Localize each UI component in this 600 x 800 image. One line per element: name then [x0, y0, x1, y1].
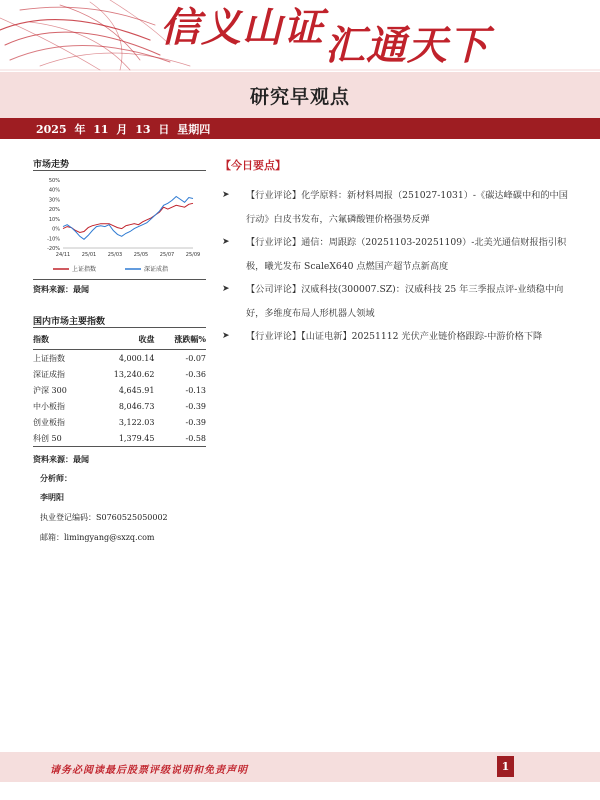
- chart-source: 资料来源：最闻: [33, 284, 89, 294]
- footer: [0, 752, 600, 782]
- x-tick-label: 25/03: [107, 252, 123, 258]
- page-number: 1: [497, 756, 514, 777]
- table-row: [33, 414, 206, 430]
- analyst-registration: 执业登记编码：S0760525050002: [40, 513, 168, 522]
- title-band: [0, 72, 600, 118]
- item-tag: 【公司评论】: [246, 284, 302, 295]
- disclaimer-text: 请务必阅读最后股票评级说明和免责声明: [50, 765, 248, 776]
- market-trend-title: 市场走势: [33, 160, 70, 170]
- arrow-bullet-icon: ➤: [222, 237, 230, 247]
- list-item[interactable]: [222, 278, 570, 325]
- analyst-email[interactable]: 邮箱：limingyang@sxzq.com: [40, 533, 155, 542]
- x-tick-label: 24/11: [55, 252, 71, 258]
- y-tick-label: -20%: [47, 246, 60, 252]
- legend-label: 深证成指: [144, 266, 169, 273]
- analyst-label: 分析师：: [40, 473, 72, 483]
- column-header: 收盘: [138, 333, 155, 344]
- index-change: -0.13: [185, 385, 206, 395]
- header-banner: [0, 0, 600, 72]
- x-tick-label: 25/05: [133, 252, 149, 258]
- market-index-table: [33, 333, 206, 447]
- series-line-1: [63, 203, 193, 232]
- highlights-title: 【今日要点】: [220, 159, 286, 172]
- index-close: 4,000.14: [118, 353, 155, 363]
- x-tick-label: 25/01: [81, 252, 97, 258]
- list-item[interactable]: [222, 325, 570, 349]
- index-name: 科创 50: [33, 433, 62, 443]
- slogan-part1: 信义山证: [160, 4, 324, 51]
- item-tag: 【行业评论】: [246, 190, 302, 201]
- index-change: -0.07: [185, 353, 206, 363]
- arrow-bullet-icon: ➤: [222, 331, 230, 341]
- arrow-bullet-icon: ➤: [222, 284, 230, 294]
- market-trend-chart: [33, 172, 206, 284]
- index-name: 上证指数: [33, 353, 65, 363]
- divider: [33, 170, 206, 171]
- item-text: 汉威科技(300007.SZ)：汉威科技 25 年三季报点评-业绩稳中向好，多维度布局人形机器人领域: [246, 284, 564, 319]
- index-close: 1,379.45: [118, 433, 155, 443]
- index-close: 8,046.73: [118, 401, 155, 411]
- list-item[interactable]: [222, 231, 570, 278]
- highlights-list: [222, 184, 570, 349]
- index-change: -0.36: [185, 369, 206, 379]
- index-name: 创业板指: [33, 417, 65, 427]
- table-header-row: [33, 333, 206, 350]
- y-tick-label: 20%: [48, 207, 60, 214]
- table-row: [33, 430, 206, 447]
- report-title: 研究早观点: [249, 85, 350, 108]
- index-change: -0.39: [185, 417, 206, 427]
- analyst-name: 李明阳: [40, 492, 64, 502]
- table-source: 资料来源：最闻: [33, 454, 89, 464]
- table-row: [33, 382, 206, 398]
- index-close: 3,122.03: [118, 417, 155, 427]
- index-name: 深证成指: [33, 369, 65, 379]
- item-text: 通信：周跟踪（20251103-20251109）-北美光通信财报指引积极，曦光发布 ScaleX640 点燃国产超节点新高度: [246, 237, 567, 272]
- item-text: 化学原料：新材料周报（251027-1031）-《碳达峰碳中和的中国行动》白皮书发布，六氟磷酸锂价格强势反弹: [246, 190, 568, 225]
- x-tick-label: 25/09: [185, 252, 201, 258]
- y-tick-label: 0%: [52, 226, 60, 233]
- index-change: -0.39: [185, 401, 206, 411]
- y-tick-label: -10%: [47, 236, 60, 243]
- y-tick-label: 40%: [48, 187, 60, 194]
- index-name: 中小板指: [33, 401, 65, 411]
- item-tag: 【行业评论】: [246, 331, 302, 342]
- x-tick-label: 25/07: [159, 252, 175, 258]
- slogan-part2: 汇通天下: [325, 22, 489, 69]
- arrow-bullet-icon: ➤: [222, 190, 230, 200]
- y-tick-label: 30%: [48, 197, 60, 204]
- table-row: [33, 366, 206, 382]
- index-close: 13,240.62: [113, 369, 155, 379]
- column-header: 涨跌幅%: [174, 333, 206, 344]
- date-bar: [0, 118, 600, 139]
- y-tick-label: 50%: [48, 178, 60, 184]
- index-close: 4,645.91: [118, 385, 155, 395]
- series-line-2: [63, 197, 193, 240]
- item-text: 【山证电新】20251112 光伏产业链价格跟踪-中游价格下降: [301, 331, 543, 342]
- column-header: 指数: [33, 333, 49, 344]
- item-tag: 【行业评论】: [246, 237, 302, 248]
- index-change: -0.58: [185, 433, 206, 443]
- divider: [33, 327, 206, 328]
- list-item[interactable]: [222, 184, 570, 231]
- legend-label: 上证指数: [72, 266, 97, 273]
- table-row: [33, 398, 206, 414]
- divider: [33, 279, 206, 280]
- table-row: [33, 350, 206, 367]
- market-table-title: 国内市场主要指数: [33, 317, 106, 327]
- report-date: 2025 年 11 月 13 日 星期四: [36, 122, 211, 136]
- y-tick-label: 10%: [48, 216, 60, 223]
- index-name: 沪深 300: [33, 385, 67, 395]
